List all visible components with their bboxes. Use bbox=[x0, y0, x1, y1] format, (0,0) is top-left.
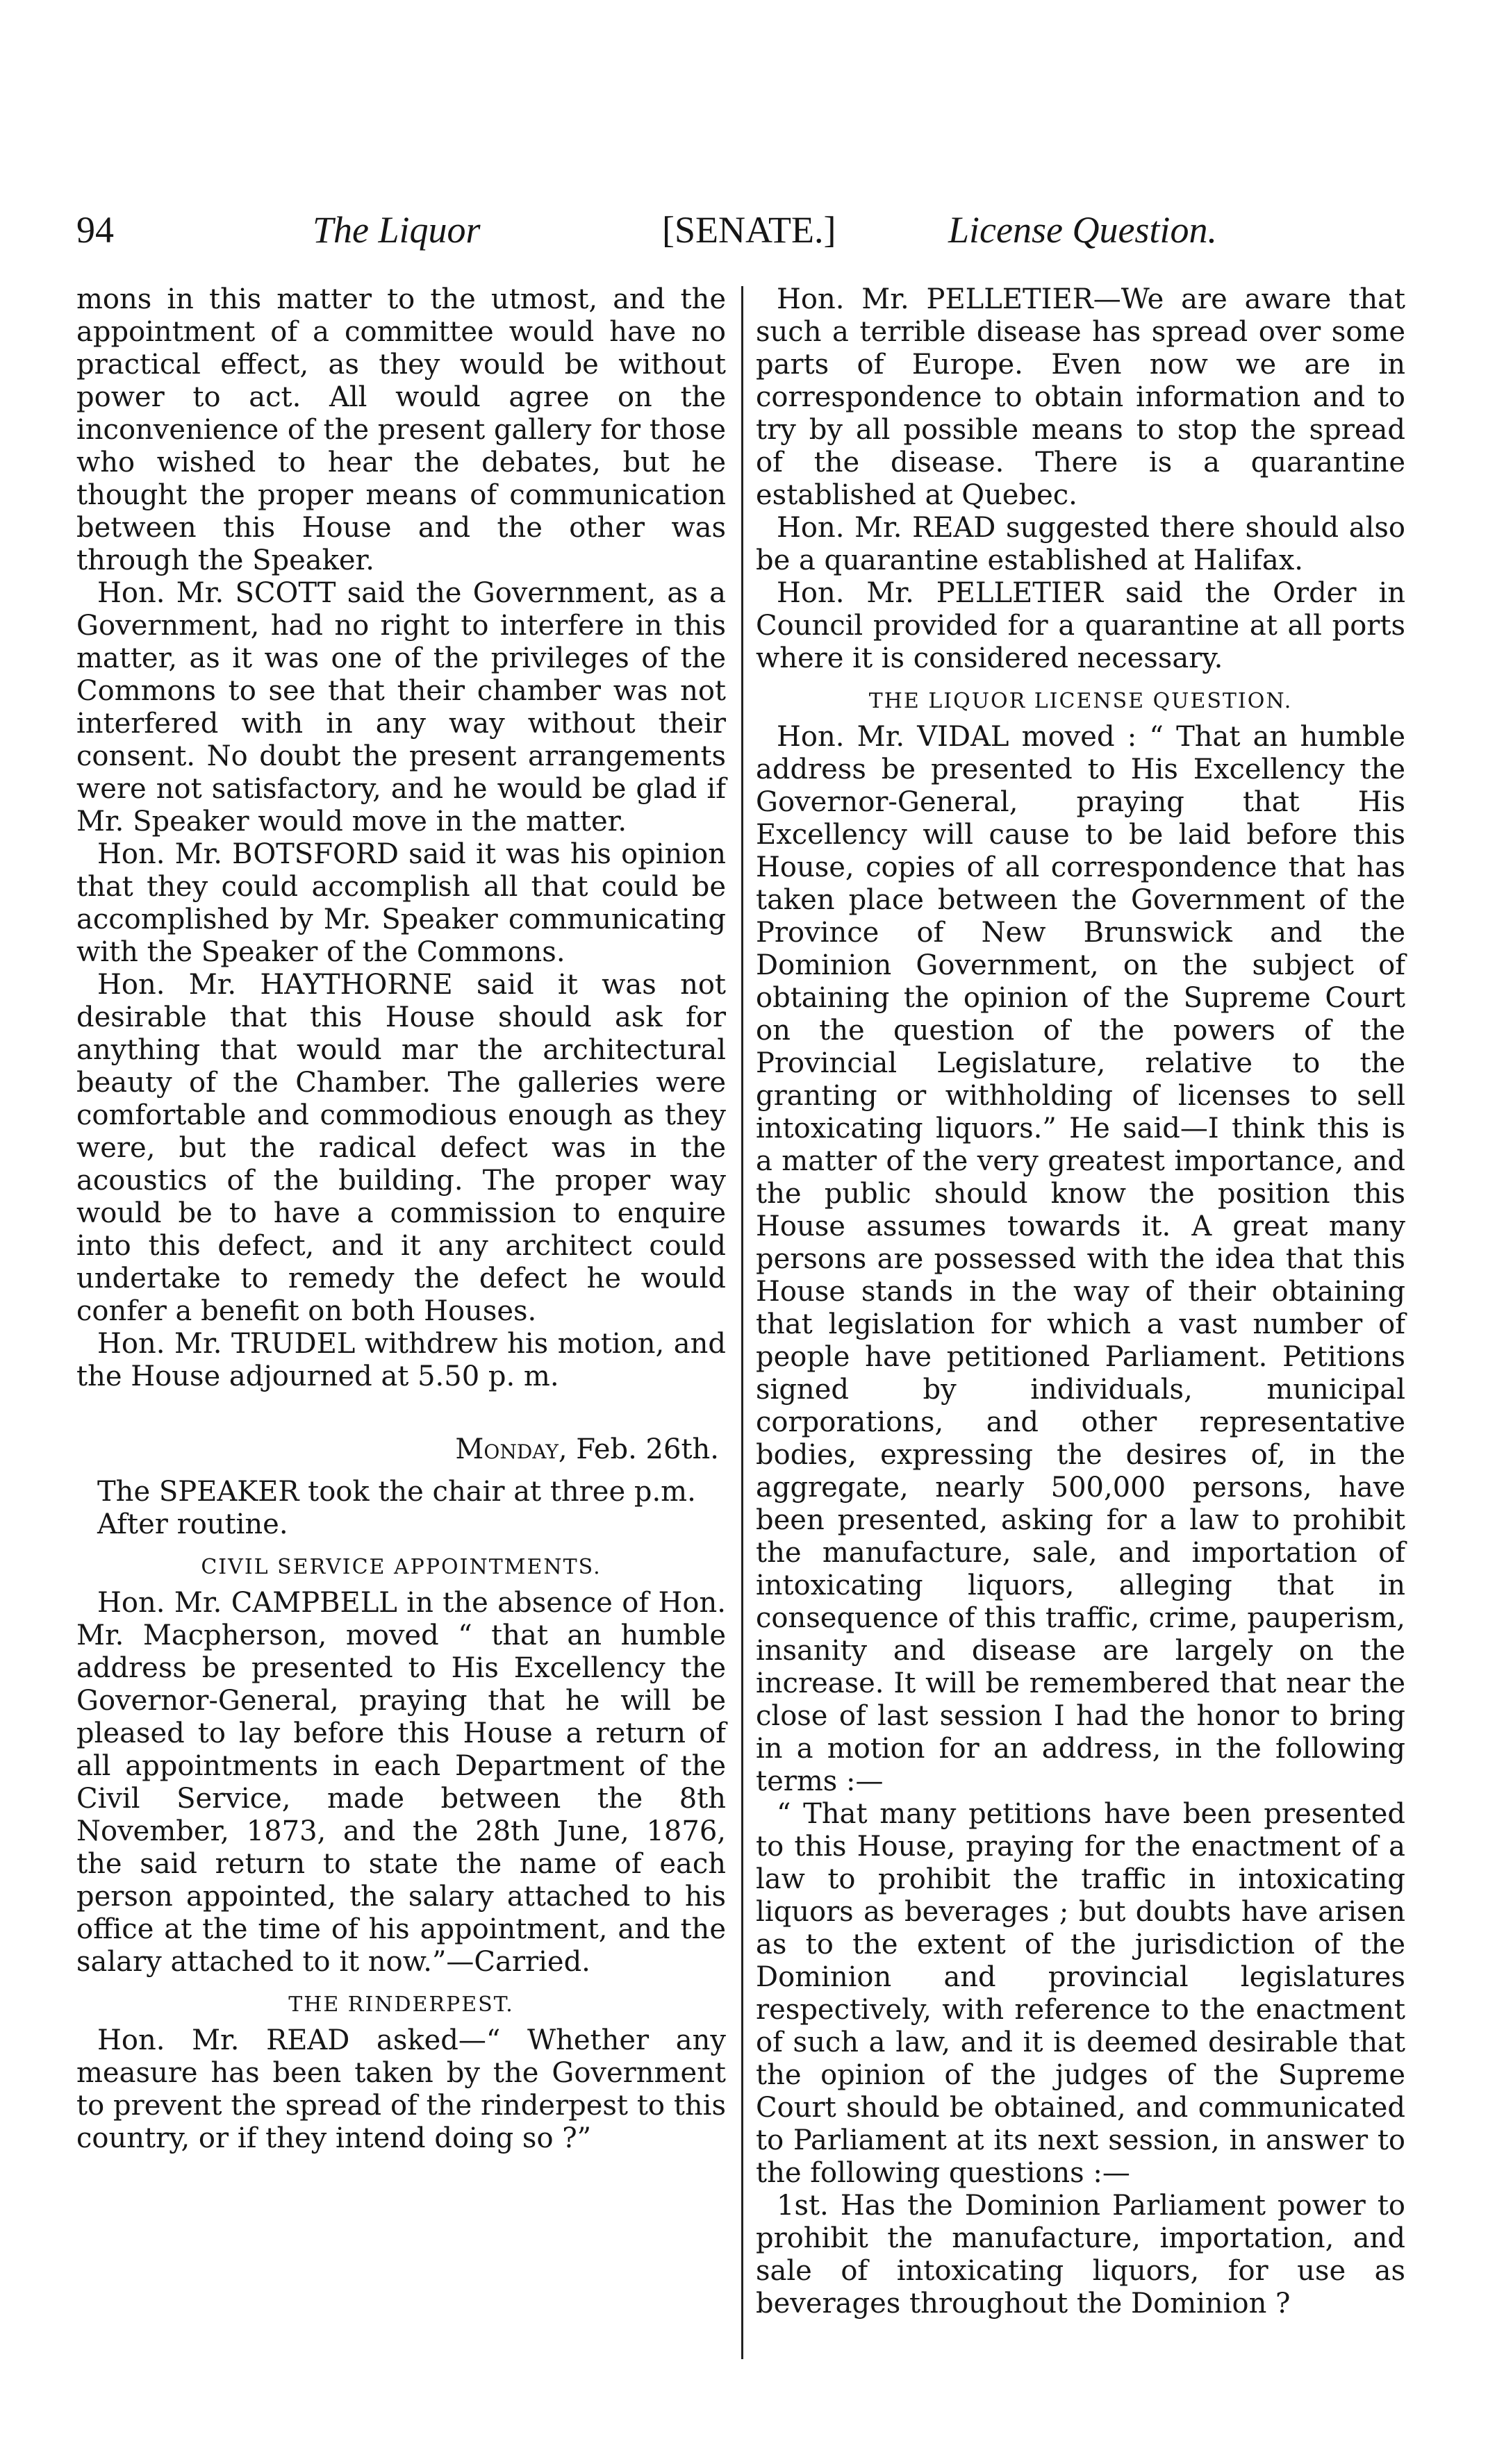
paragraph: Hon. Mr. PELLETIER—We are aware that such a terrible disease has spread over some parts of Europe. Even now we are in correspondence to obtain information and to try by all possible means to stop the spread of the disease. There is a quarantine established at Quebec. bbox=[756, 283, 1405, 511]
page-header bbox=[76, 201, 1216, 264]
paragraph: mons in this matter to the utmost, and the appointment of a committee would have no practical effect, as they would be without power to act. All would agree on the inconvenience of the present gallery for those who wished to hear the debates, but he thought the proper means of communication between this House and the other was through the Speaker. bbox=[76, 283, 726, 576]
section-heading: THE RINDERPEST. bbox=[288, 1992, 514, 2017]
sitting-date bbox=[76, 1433, 726, 1466]
paragraph: 1st. Has the Dominion Parliament power to prohibit the manufacture, importation, and sale of intoxicating liquors, for use as beverages throughout the Dominion ? bbox=[756, 2190, 1405, 2320]
paragraph: Hon. Mr. SCOTT said the Government, as a Government, had no right to interfere in this matter, as it was one of the privileges of the Commons to see that their chamber was not interfered with in any way without their consent. No doubt the present arrangements were not satisfactory, and he would be glad if Mr. Speaker would move in the matter. bbox=[76, 577, 726, 838]
running-head-left: The Liquor bbox=[313, 209, 481, 251]
paragraph: After routine. bbox=[97, 1508, 288, 1540]
left-column bbox=[76, 283, 726, 2155]
paragraph: “ That many petitions have been presented to this House, praying for the enactment of a law to prohibit the traffic in intoxicating liquors as beverages ; but doubts have arisen as to the extent of the jurisdiction of the Dominion and provincial legislatures respectively, with reference to the enactment of such a law, and it is deemed desirable that the opinion of the judges of the Supreme Court should be obtained, and communicated to Parliament at its next session, in answer to the following questions :— bbox=[756, 1798, 1405, 2189]
paragraph: Hon. Mr. CAMPBELL in the absence of Hon. Mr. Macpherson, moved “ that an humble address be presented to His Excellency the Governor-General, praying that he will be pleased to lay before this House a return of all appointments in each Department of the Civil Service, made between the 8th November, 1873, and the 28th June, 1876, the said return to state the name of each person appointed, the salary attached to his office at the time of his appointment, and the salary attached to it now.”—Carried. bbox=[76, 1587, 726, 1978]
section-heading: THE LIQUOR LICENSE QUESTION. bbox=[868, 689, 1293, 713]
paragraph: Hon. Mr. READ asked—“ Whether any measure has been taken by the Government to prevent the spread of the rinderpest to this country, or if they intend doing so ?” bbox=[76, 2024, 726, 2154]
page-number: 94 bbox=[76, 209, 114, 251]
paragraph: The SPEAKER took the chair at three p.m. bbox=[97, 1476, 696, 1508]
paragraph: Hon. Mr. PELLETIER said the Order in Council provided for a quarantine at all ports where it is considered necessary. bbox=[756, 577, 1405, 674]
section-heading: CIVIL SERVICE APPOINTMENTS. bbox=[201, 1555, 602, 1579]
column-divider bbox=[741, 286, 743, 2359]
date-day: Monday, bbox=[455, 1433, 568, 1465]
running-head-center: [SENATE.] bbox=[662, 209, 836, 251]
running-head-right: License Question. bbox=[948, 209, 1217, 251]
paragraph: Hon. Mr. HAYTHORNE said it was not desirable that this House should ask for anything that would mar the architectural beauty of the Chamber. The galleries were comfortable and commodious enough as they were, but the radical defect was in the acoustics of the building. The proper way would be to have a commission to enquire into this defect, and it any architect could undertake to remedy the defect he would confer a benefit on both Houses. bbox=[76, 969, 726, 1327]
paragraph: Hon. Mr. VIDAL moved : “ That an humble address be presented to His Excellency the Governor-General, praying that His Excellency will cause to be laid before this House, copies of all correspondence that has taken place between the Government of the Province of New Brunswick and the Dominion Government, on the subject of obtaining the opinion of the Supreme Court on the question of the powers of the Provincial Legislature, relative to the granting or withholding of licenses to sell intoxicating liquors.” He said—I think this is a matter of the very greatest importance, and the public should know the position this House assumes towards it. A great many persons are possessed with the idea that this House stands in the way of their obtaining that legislation for which a vast number of people have petitioned Parliament. Petitions signed by individuals, municipal corporations, and other representative bodies, expressing the desires of, in the aggregate, nearly 500,000 persons, have been presented, asking for a law to prohibit the manufacture, sale, and importation of intoxicating liquors, alleging that in consequence of this traffic, crime, pauperism, insanity and disease are largely on the increase. It will be remembered that near the close of last session I had the honor to bring in a motion for an address, in the following terms :— bbox=[756, 721, 1405, 1797]
paragraph: Hon. Mr. TRUDEL withdrew his motion, and the House adjourned at 5.50 p. m. bbox=[76, 1328, 726, 1392]
paragraph: Hon. Mr. BOTSFORD said it was his opinion that they could accomplish all that could be accomplished by Mr. Speaker communicating with the Speaker of the Commons. bbox=[76, 838, 726, 968]
right-column bbox=[756, 283, 1405, 2320]
paragraph: Hon. Mr. READ suggested there should also be a quarantine established at Halifax. bbox=[756, 512, 1405, 576]
date-rest: Feb. 26th. bbox=[567, 1433, 719, 1465]
